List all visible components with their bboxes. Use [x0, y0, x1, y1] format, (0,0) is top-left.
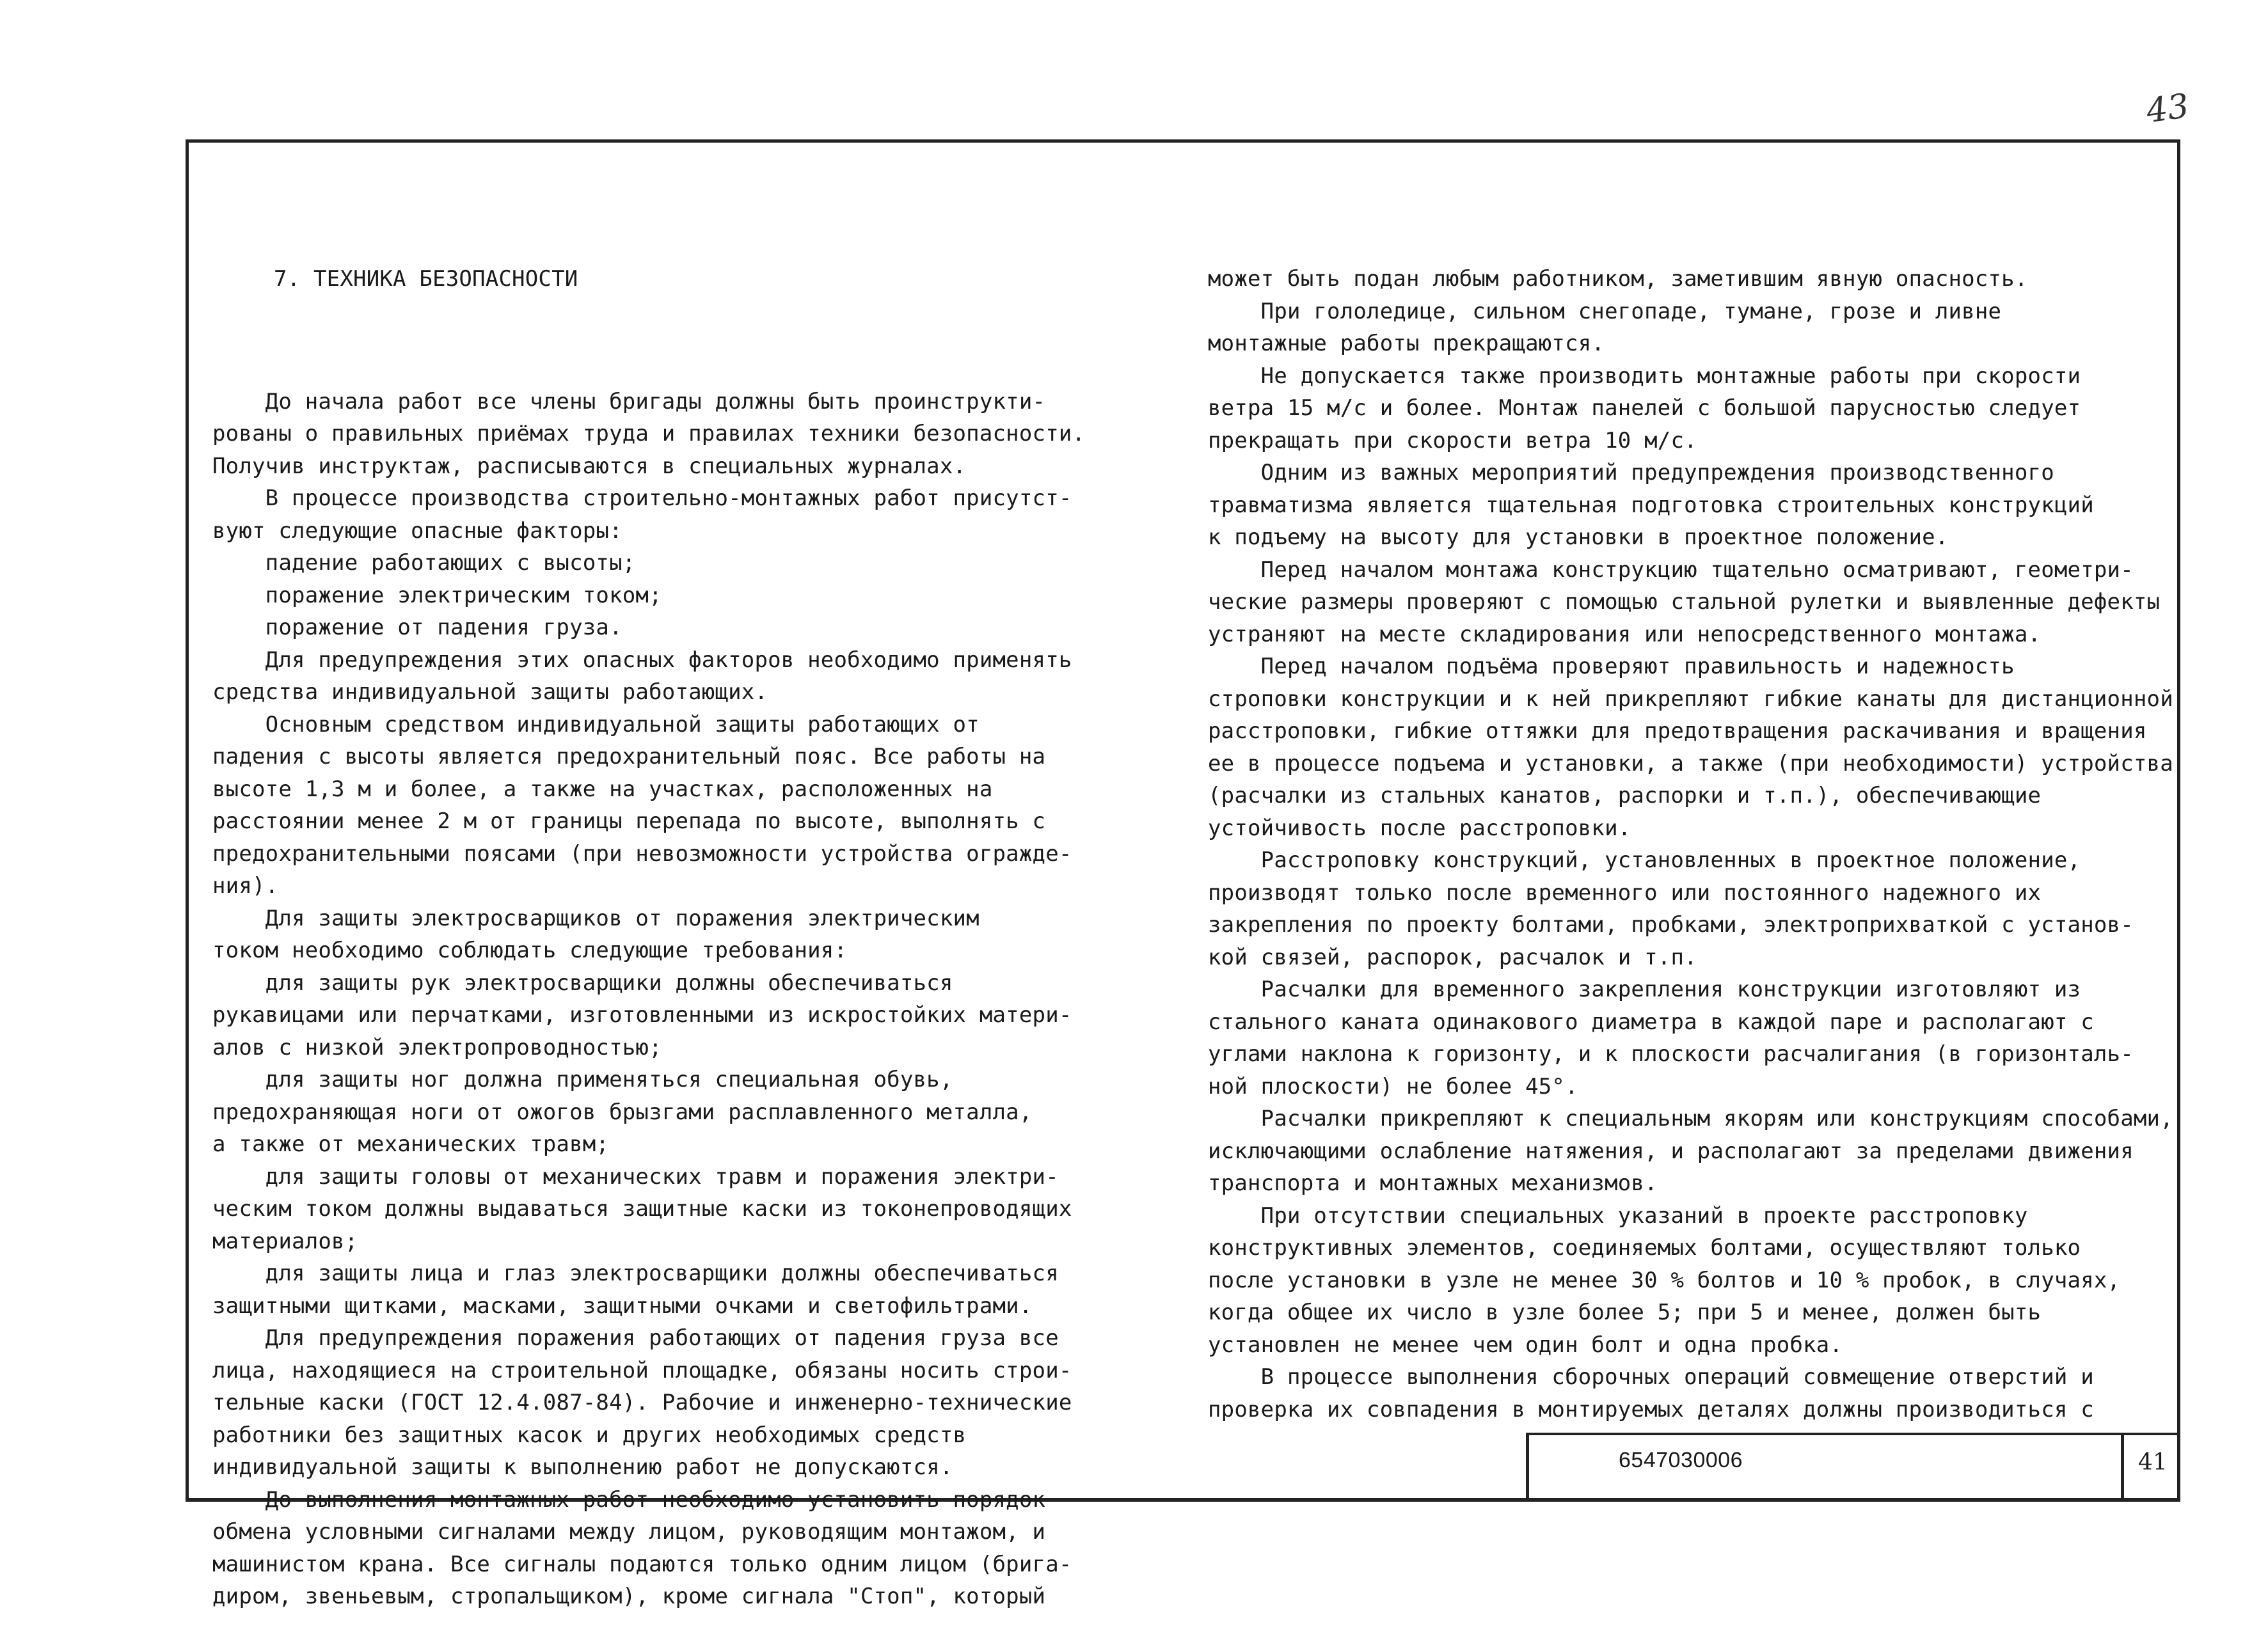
- right-column: [1208, 198, 2173, 1458]
- text-line: расстоянии менее 2 м от границы перепада по высоте, выполнять с: [212, 808, 1046, 834]
- text-line: установлен не менее чем один болт и одна пробка.: [1208, 1332, 1843, 1358]
- document-code: 6547030006: [1619, 1448, 1743, 1472]
- text-line: защитными щитками, масками, защитными очками и светофильтрами.: [212, 1293, 1033, 1319]
- text-line: рукавицами или перчатками, изготовленными из искростойких матери-: [212, 1002, 1072, 1028]
- text-line: Расчалки для временного закрепления конструкции изготовляют из: [1208, 977, 2081, 1002]
- text-line: высоте 1,3 м и более, а также на участках, расположенных на: [212, 776, 993, 802]
- text-line: а также от механических травм;: [212, 1131, 610, 1157]
- text-line: предохраняющая ноги от ожогов брызгами расплавленного металла,: [212, 1099, 1033, 1125]
- text-line: производят только после временного или постоянного надежного их: [1208, 879, 2042, 906]
- right-column-text: [1208, 263, 2173, 1426]
- text-line: строповки конструкции и к ней прикрепляют гибкие канаты для дистанционной: [1208, 686, 2173, 712]
- text-line: До выполнения монтажных работ необходимо установить порядок: [212, 1486, 1046, 1513]
- text-line: стального каната одинакового диаметра в каждой паре и располагают с: [1208, 1009, 2094, 1035]
- text-line: Перед началом монтажа конструкцию тщательно осматривают, геометри-: [1208, 556, 2134, 583]
- text-line: работники без защитных касок и других необходимых средств: [212, 1422, 967, 1448]
- left-column-text: [212, 386, 1102, 1613]
- text-line: Одним из важных мероприятий предупреждения производственного: [1208, 460, 2054, 485]
- text-line: материалов;: [212, 1228, 358, 1254]
- text-line: углами наклона к горизонту, и к плоскости расчалигания (в горизонталь-: [1208, 1041, 2134, 1067]
- text-line: монтажные работы прекращаются.: [1208, 331, 1605, 356]
- text-line: для защиты головы от механических травм и поражения электри-: [212, 1163, 1059, 1190]
- text-line: ческие размеры проверяют с помощью стальной рулетки и выявленные дефекты: [1208, 589, 2161, 615]
- section-title: 7. ТЕХНИКА БЕЗОПАСНОСТИ: [274, 266, 578, 292]
- text-line: падения с высоты является предохранительный пояс. Все работы на: [212, 744, 1046, 769]
- text-line: транспорта и монтажных механизмов.: [1208, 1170, 1658, 1196]
- text-line: Расчалки прикрепляют к специальным якорям или конструкциям способами,: [1208, 1106, 2173, 1131]
- text-line: (расчалки из стальных канатов, распорки и т.п.), обеспечивающие: [1208, 783, 2042, 808]
- text-line: Перед началом подъёма проверяют правильность и надежность: [1208, 654, 2015, 679]
- text-line: для защиты ног должна применяться специальная обувь,: [212, 1067, 953, 1092]
- text-line: током необходимо соблюдать следующие требования:: [212, 938, 848, 963]
- text-line: закрепления по проекту болтами, пробками, электроприхваткой с установ-: [1208, 912, 2134, 938]
- text-line: ния).: [212, 873, 279, 899]
- text-line: после установки в узле не менее 30 % болтов и 10 % пробок, в случаях,: [1208, 1267, 2121, 1293]
- text-line: травматизма является тщательная подготовка строительных конструкций: [1208, 492, 2094, 518]
- title-block-divider: [2121, 1435, 2124, 1502]
- text-line: обмена условными сигналами между лицом, руководящим монтажом, и: [212, 1519, 1046, 1545]
- text-line: исключающими ослабление натяжения, и располагают за пределами движения: [1208, 1138, 2134, 1164]
- text-line: тельные каски (ГОСТ 12.4.087-84). Рабочие и инженерно-технические: [212, 1390, 1072, 1415]
- text-line: ветра 15 м/с и более. Монтаж панелей с большой парусностью следует: [1208, 395, 2081, 421]
- text-line: рованы о правильных приёмах труда и правилах техники безопасности.: [212, 421, 1086, 446]
- text-line: ее в процессе подъема и установки, а также (при необходимости) устройства: [1208, 750, 2173, 776]
- text-line: кой связей, распорок, расчалок и т.п.: [1208, 944, 1697, 970]
- text-line: прекращать при скорости ветра 10 м/с.: [1208, 427, 1697, 453]
- text-line: диром, звеньевым, стропальщиком), кроме сигнала "Стоп", который: [212, 1584, 1046, 1609]
- text-line: средства индивидуальной защиты работающих.: [212, 679, 768, 705]
- text-line: падение работающих с высоты;: [212, 550, 636, 576]
- text-line: До начала работ все члены бригады должны быть проинструкти-: [212, 388, 1046, 414]
- text-line: Не допускается также производить монтажные работы при скорости: [1208, 363, 2081, 389]
- sheet-number: 41: [2138, 1449, 2168, 1476]
- text-line: ной плоскости) не более 45°.: [1208, 1073, 1578, 1099]
- text-line: Получив инструктаж, расписываются в специальных журналах.: [212, 453, 967, 479]
- text-line: индивидуальной защиты к выполнению работ не допускаются.: [212, 1454, 953, 1480]
- text-line: для защиты лица и глаз электросварщики должны обеспечиваться: [212, 1261, 1059, 1286]
- text-line: конструктивных элементов, соединяемых болтами, осуществляют только: [1208, 1235, 2081, 1261]
- text-line: поражение электрическим током;: [212, 582, 662, 608]
- text-line: Основным средством индивидуальной защиты работающих от: [212, 711, 979, 737]
- text-line: проверка их совпадения в монтируемых деталях должны производиться с: [1208, 1396, 2094, 1422]
- text-line: Для предупреждения этих опасных факторов необходимо применять: [212, 647, 1072, 673]
- text-line: устраняют на месте складирования или непосредственного монтажа.: [1208, 621, 2042, 647]
- text-line: Для защиты электросварщиков от поражения электрическим: [212, 905, 979, 931]
- text-line: При гололедице, сильном снегопаде, тумане, грозе и ливне: [1208, 298, 2002, 324]
- text-line: для защиты рук электросварщики должны обеспечиваться: [212, 970, 953, 996]
- text-line: может быть подан любым работником, заметившим явную опасность.: [1208, 266, 2028, 292]
- left-column: [212, 198, 1102, 1645]
- text-line: Расстроповку конструкций, установленных в проектное положение,: [1208, 847, 2081, 873]
- text-line: алов с низкой электропроводностью;: [212, 1034, 662, 1060]
- title-block: [1526, 1433, 2180, 1502]
- text-line: поражение от падения груза.: [212, 615, 623, 640]
- text-line: Для предупреждения поражения работающих от падения груза все: [212, 1325, 1059, 1351]
- text-line: вуют следующие опасные факторы:: [212, 517, 623, 544]
- text-line: когда общее их число в узле более 5; при 5 и менее, должен быть: [1208, 1300, 2042, 1325]
- text-line: предохранительными поясами (при невозможности устройства огражде-: [212, 840, 1072, 867]
- text-line: лица, находящиеся на строительной площадке, обязаны носить строи-: [212, 1357, 1072, 1383]
- text-line: ческим током должны выдаваться защитные каски из токонепроводящих: [212, 1196, 1072, 1222]
- text-line: При отсутствии специальных указаний в проекте расстроповку: [1208, 1202, 2028, 1229]
- text-line: машинистом крана. Все сигналы подаются только одним лицом (брига-: [212, 1551, 1072, 1577]
- text-line: к подъему на высоту для установки в проектное положение.: [1208, 524, 1949, 550]
- text-line: В процессе производства строительно-монтажных работ присутст-: [212, 485, 1072, 511]
- text-line: устойчивость после расстроповки.: [1208, 815, 1631, 841]
- text-line: расстроповки, гибкие оттяжки для предотвращения раскачивания и вращения: [1208, 718, 2147, 744]
- text-line: В процессе выполнения сборочных операций совмещение отверстий и: [1208, 1364, 2094, 1390]
- handwritten-page-number: 43: [2144, 86, 2192, 131]
